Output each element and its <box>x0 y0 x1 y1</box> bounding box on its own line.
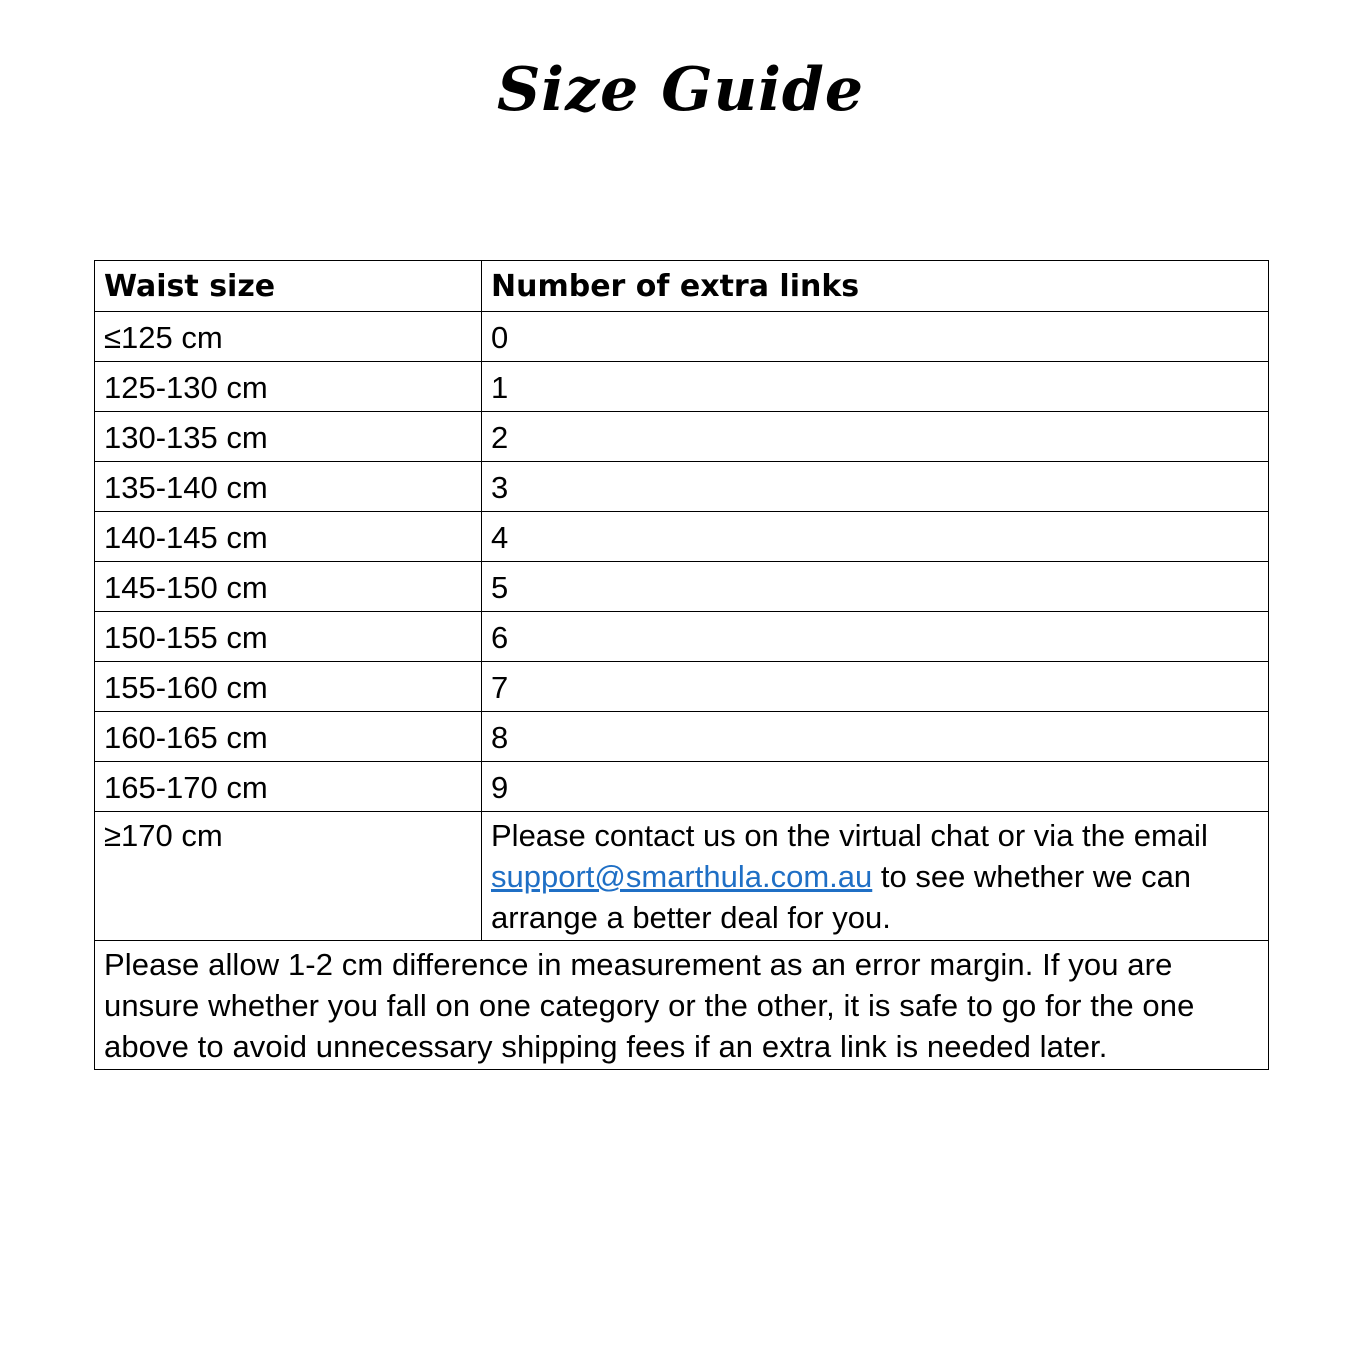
waist-size-cell: 155-160 cm <box>95 662 482 712</box>
table-header-row <box>95 261 1269 312</box>
waist-size-cell: 140-145 cm <box>95 512 482 562</box>
waist-size-cell: 125-130 cm <box>95 362 482 412</box>
support-email-link[interactable]: support@smarthula.com.au <box>491 859 873 894</box>
waist-size-cell: ≤125 cm <box>95 312 482 362</box>
table-row <box>95 762 1269 812</box>
extra-links-cell: 5 <box>482 562 1269 612</box>
size-guide-table <box>94 260 1269 1070</box>
extra-links-cell: 2 <box>482 412 1269 462</box>
extra-links-cell: 4 <box>482 512 1269 562</box>
table-row-contact <box>95 812 1269 941</box>
extra-links-cell: 6 <box>482 612 1269 662</box>
table-row <box>95 462 1269 512</box>
table-row <box>95 312 1269 362</box>
table-row <box>95 512 1269 562</box>
page-title: Size Guide <box>496 55 865 125</box>
extra-links-cell: 1 <box>482 362 1269 412</box>
waist-size-cell: 145-150 cm <box>95 562 482 612</box>
table-row <box>95 412 1269 462</box>
extra-links-cell: 7 <box>482 662 1269 712</box>
measurement-note: Please allow 1-2 cm difference in measurement as an error margin. If you are unsure whether you fall on one category or the other, it is safe to go for the one above to avoid unnecessary shipping fees if an extra link is needed later. <box>95 941 1269 1070</box>
table-row <box>95 362 1269 412</box>
waist-size-cell: 135-140 cm <box>95 462 482 512</box>
table-row-note <box>95 941 1269 1070</box>
extra-links-cell: 0 <box>482 312 1269 362</box>
table-row <box>95 612 1269 662</box>
waist-size-cell: 130-135 cm <box>95 412 482 462</box>
header-waist-size: Waist size <box>95 261 482 312</box>
table-row <box>95 662 1269 712</box>
waist-size-cell: 160-165 cm <box>95 712 482 762</box>
header-extra-links: Number of extra links <box>482 261 1269 312</box>
extra-links-cell: 9 <box>482 762 1269 812</box>
table-row <box>95 562 1269 612</box>
waist-size-cell: 150-155 cm <box>95 612 482 662</box>
waist-size-cell: ≥170 cm <box>95 812 482 941</box>
table-row <box>95 712 1269 762</box>
contact-text-after: to see whether we can arrange a better deal for you. <box>491 859 1192 935</box>
extra-links-cell: 3 <box>482 462 1269 512</box>
waist-size-cell: 165-170 cm <box>95 762 482 812</box>
contact-message-cell <box>482 812 1269 941</box>
contact-text-before: Please contact us on the virtual chat or via the email <box>491 818 1208 853</box>
extra-links-cell: 8 <box>482 712 1269 762</box>
